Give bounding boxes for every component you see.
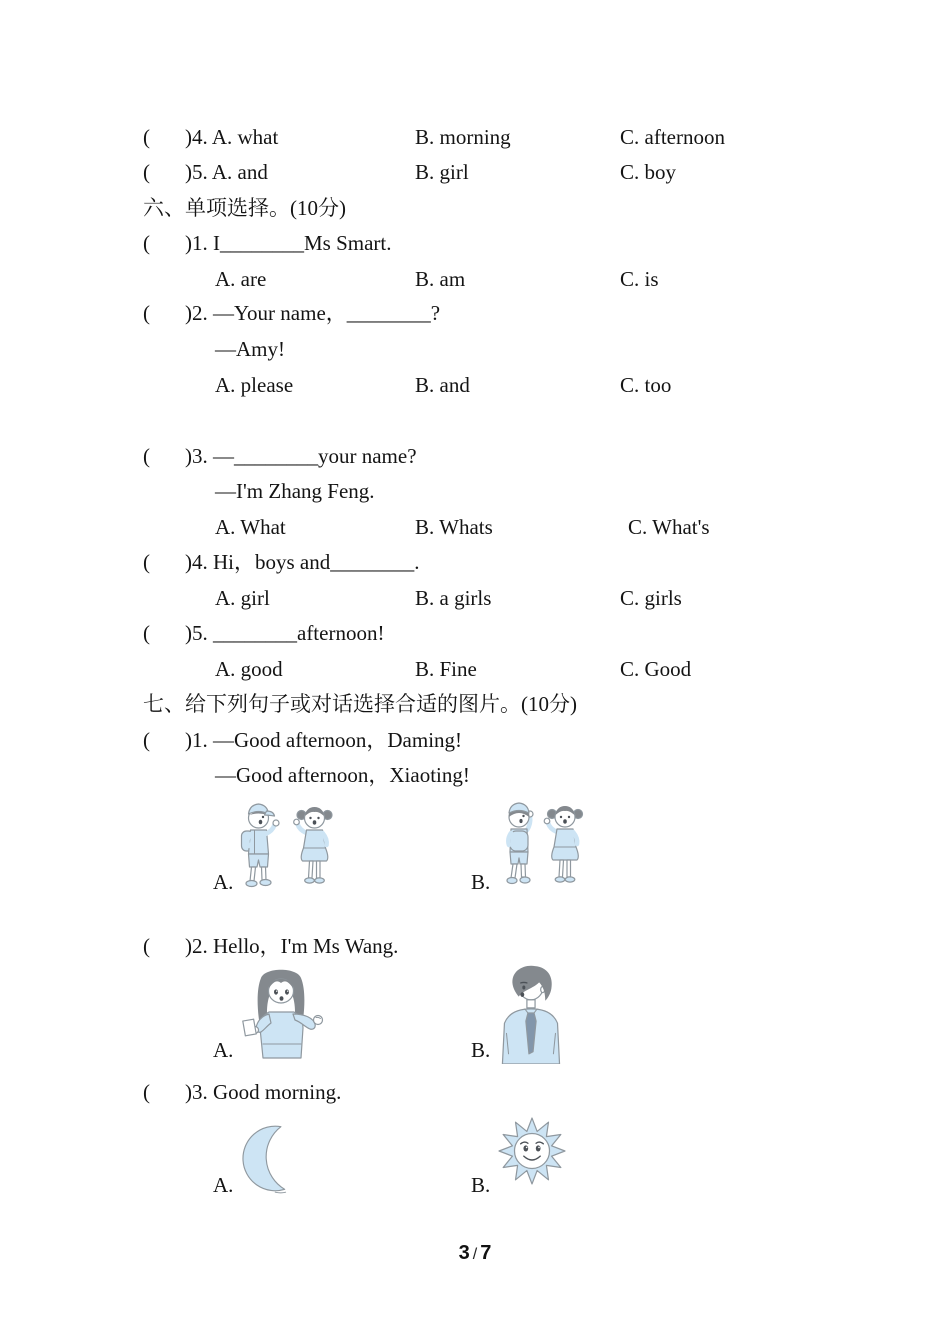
- option-c: C. too: [620, 373, 672, 397]
- answer-paren: (: [143, 444, 150, 468]
- option-a: A. girl: [215, 586, 270, 610]
- page-separator: /: [472, 1246, 478, 1263]
- dialogue-reply: —I'm Zhang Feng.: [215, 479, 375, 503]
- question-row: [0, 727, 950, 753]
- smiling-sun-icon: [497, 1116, 567, 1186]
- answer-paren: (: [143, 160, 150, 184]
- figure-label-b: B.: [471, 1038, 491, 1062]
- question-row: [0, 443, 950, 469]
- figure-label-a: A.: [213, 1173, 234, 1197]
- dialogue-reply: —Amy!: [215, 337, 285, 361]
- man-in-shirt-and-tie-illustration: [496, 962, 568, 1064]
- question-row: [0, 549, 950, 575]
- option-a: A. are: [215, 267, 267, 291]
- question-stem: )1. —Good afternoon，Daming!: [185, 728, 463, 752]
- option-a: A. good: [215, 657, 283, 681]
- options-row: [0, 372, 950, 398]
- option-a: )4. A. what: [185, 125, 279, 149]
- crescent-moon-icon: [241, 1121, 298, 1195]
- options-row: [0, 656, 950, 682]
- answer-paren: (: [143, 621, 150, 645]
- section-seven-title-row: [0, 691, 950, 717]
- figure-label-b: B.: [471, 870, 491, 894]
- boy-and-girl-waving-illustration-b: [497, 799, 589, 889]
- page-current: 3: [458, 1242, 470, 1264]
- option-b: B. morning: [415, 125, 511, 149]
- question-row: [0, 620, 950, 646]
- question-row: [0, 124, 950, 150]
- dialogue-reply: —Good afternoon，Xiaoting!: [215, 763, 470, 787]
- question-row: [0, 1079, 950, 1105]
- reply-row: [0, 336, 950, 362]
- option-b: B. a girls: [415, 586, 492, 610]
- section-title: 七、给下列句子或对话选择合适的图片。(10分): [143, 692, 577, 716]
- answer-paren: (: [143, 1080, 150, 1104]
- page-number: [0, 1240, 950, 1268]
- option-c: C. What's: [628, 515, 710, 539]
- question-stem: )3. —________your name?: [185, 444, 417, 468]
- figure-label-b: B.: [471, 1173, 491, 1197]
- section-title: 六、单项选择。(10分): [143, 196, 346, 220]
- option-c: C. Good: [620, 657, 692, 681]
- option-b: B. am: [415, 267, 466, 291]
- answer-paren: (: [143, 550, 150, 574]
- option-b: B. Fine: [415, 657, 477, 681]
- option-c: C. is: [620, 267, 659, 291]
- options-row: [0, 514, 950, 540]
- question-stem: )5. ________afternoon!: [185, 621, 385, 645]
- option-c: C. afternoon: [620, 125, 725, 149]
- figure-label-a: A.: [213, 870, 234, 894]
- question-stem: )2. —Your name，________?: [185, 301, 441, 325]
- section-six-title-row: [0, 195, 950, 221]
- option-c: C. girls: [620, 586, 682, 610]
- answer-paren: (: [143, 934, 150, 958]
- question-row: [0, 933, 950, 959]
- option-c: C. boy: [620, 160, 677, 184]
- option-b: B. and: [415, 373, 470, 397]
- reply-row: [0, 762, 950, 788]
- question-stem: )4. Hi，boys and________.: [185, 550, 420, 574]
- page-total: 7: [480, 1242, 492, 1264]
- question-stem: )2. Hello，I'm Ms Wang.: [185, 934, 399, 958]
- question-stem: )3. Good morning.: [185, 1080, 342, 1104]
- options-row: [0, 266, 950, 292]
- boy-and-girl-greeting-illustration-a: [236, 801, 342, 889]
- woman-waving-with-book-illustration: [230, 964, 332, 1064]
- option-a: A. please: [215, 373, 294, 397]
- option-a: A. What: [215, 515, 286, 539]
- figure-label-a: A.: [213, 1038, 234, 1062]
- question-row: [0, 230, 950, 256]
- answer-paren: (: [143, 231, 150, 255]
- question-stem: )1. I________Ms Smart.: [185, 231, 392, 255]
- answer-paren: (: [143, 301, 150, 325]
- option-a: )5. A. and: [185, 160, 268, 184]
- answer-paren: (: [143, 728, 150, 752]
- question-row: [0, 159, 950, 185]
- options-row: [0, 585, 950, 611]
- option-b: B. Whats: [415, 515, 493, 539]
- answer-paren: (: [143, 125, 150, 149]
- reply-row: [0, 478, 950, 504]
- question-row: [0, 300, 950, 326]
- option-b: B. girl: [415, 160, 469, 184]
